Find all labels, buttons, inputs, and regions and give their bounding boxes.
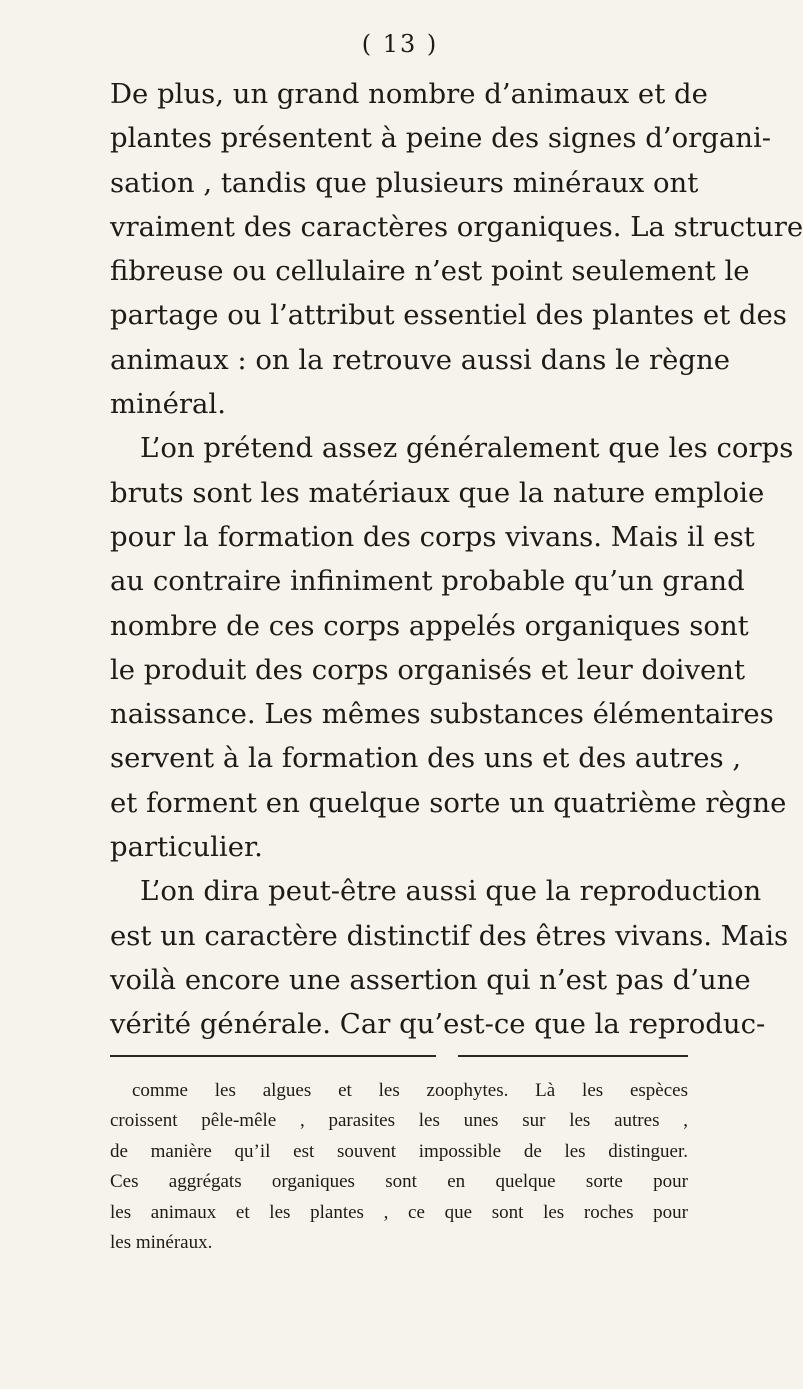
footnote-line: les animaux et les plantes , ce que sont les roches pour xyxy=(110,1201,688,1223)
text-line: voilà encore une assertion qui n’est pas d’une xyxy=(110,963,751,996)
footnote-line: comme les algues et les zoophytes. Là les espèces xyxy=(132,1080,688,1101)
text-line: au contraire infiniment probable qu’un grand xyxy=(110,565,745,598)
text-line: plantes présentent à peine des signes d’organi- xyxy=(110,122,772,155)
footnote-line: de manière qu’il est souvent impossible de les distinguer. xyxy=(110,1140,688,1162)
footnote-rule-right xyxy=(458,1055,688,1057)
footnote-rule-left xyxy=(110,1055,436,1057)
text-line: De plus, un grand nombre d’animaux et de xyxy=(110,78,708,110)
text-line: naissance. Les mêmes substances élémentaires xyxy=(110,698,774,731)
text-line: pour la formation des corps vivans. Mais il est xyxy=(110,520,755,553)
text-line: partage ou l’attribut essentiel des plantes et des xyxy=(110,299,787,332)
text-line: sation , tandis que plusieurs minéraux ont xyxy=(110,166,699,199)
text-line: L’on prétend assez généralement que les corps xyxy=(140,432,794,465)
text-line: minéral. xyxy=(110,388,226,421)
main-text-block xyxy=(110,72,803,1047)
text-line: L’on dira peut-être aussi que la reproduction xyxy=(140,875,762,908)
page-number: ( 13 ) xyxy=(361,30,439,58)
text-line: servent à la formation des uns et des autres , xyxy=(110,742,742,775)
footnote-line: Ces aggrégats organiques sont en quelque sorte pour xyxy=(110,1171,688,1193)
text-line: fibreuse ou cellulaire n’est point seulement le xyxy=(110,255,750,288)
footnote-line: croissent pêle-mêle , parasites les unes sur les autres , xyxy=(110,1110,688,1132)
text-line: bruts sont les matériaux que la nature emploie xyxy=(110,476,765,509)
text-line: vérité générale. Car qu’est-ce que la reproduc- xyxy=(110,1008,766,1041)
text-line: le produit des corps organisés et leur doivent xyxy=(110,653,746,686)
text-line: vraiment des caractères organiques. La structure xyxy=(110,210,803,243)
text-line: nombre de ces corps appelés organiques sont xyxy=(110,609,749,642)
text-line: est un caractère distinctif des êtres vivans. Mais xyxy=(110,919,789,952)
footnote-block xyxy=(110,1076,688,1258)
text-line: animaux : on la retrouve aussi dans le règne xyxy=(110,343,730,376)
footnote-line: les minéraux. xyxy=(110,1231,213,1253)
text-line: et forment en quelque sorte un quatrième règne xyxy=(110,786,787,819)
text-line: particulier. xyxy=(110,831,263,864)
